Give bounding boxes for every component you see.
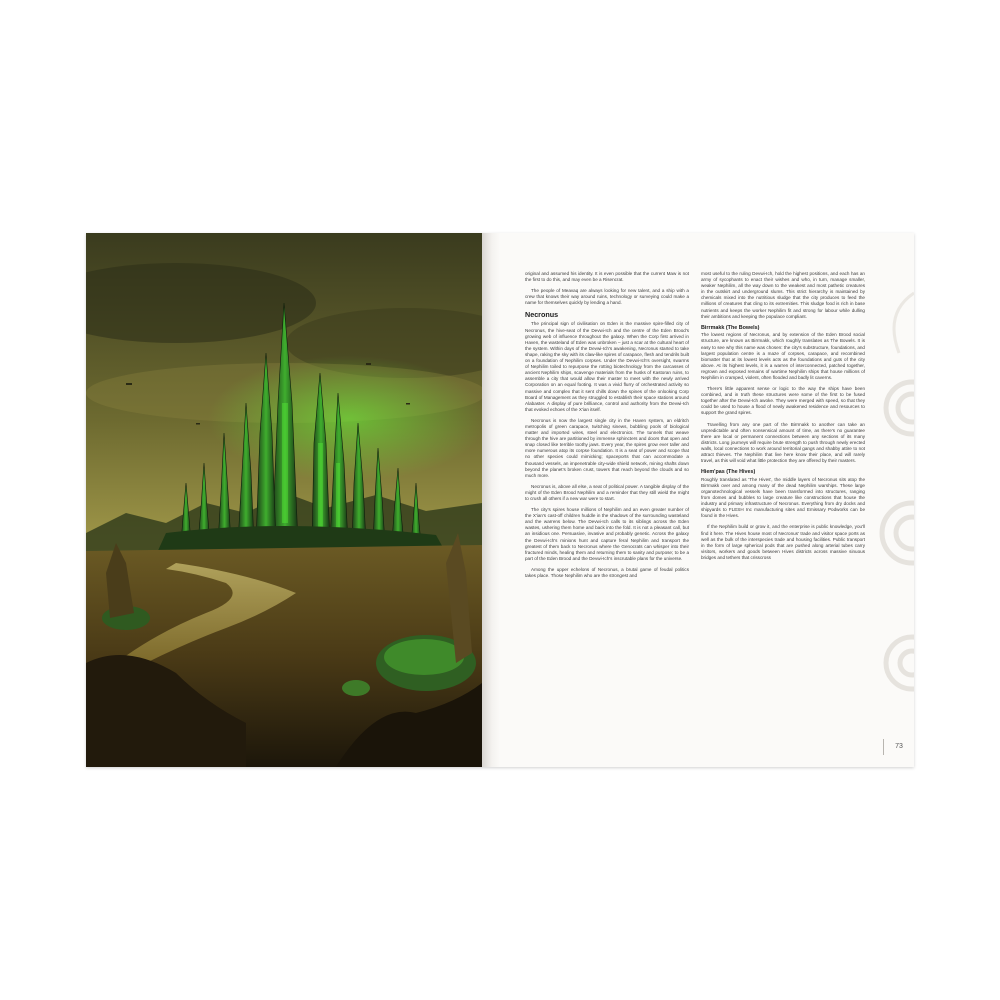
paragraph: Travelling from any one part of the Birrmakk to another can take an unpredictable and often nonsensical amount of time, as there's no guarantee there are local or permanent connections between any sections of its many districts. Long journeys will require brute strength to push through newly erected walls, local connections to work around territorial gangs and shabby attire to not attract thieves. The Nephilim that live here know their place, and will rarely travel, as this will void what little protection they are offered by their masters. <box>701 421 865 464</box>
page-number: 73 <box>883 739 914 755</box>
paragraph: Among the upper echelons of Necronus, a brutal game of feudal politics takes place. Those Nephilim who are the strongest and <box>525 566 689 579</box>
text-column-left <box>525 271 689 757</box>
paragraph: There's little apparent sense or logic to the way the ships have been combined, and in truth these structures were some of the first to be fused together after the Devwi-Ich awoke. They were merged with speed, so that they could be used to house a flood of newly awakened residence and resources to support the grand spires. <box>701 386 865 416</box>
paragraph: Necronus is now the largest single city in the Haven system, an eldritch metropolis of green carapace, twitching sinews, bubbling pools of biological matter and imported wires, steel and electronics. The tunnels that weave through the hive are partitioned by immense sphincters and doors that open and snap closed like terrible toothy jaws. Every year, the spires grow ever taller and more numerous atop its corpse foundation. It is a seat of power and scope that no other species could mimicking; spaceports that can accommodate a thousand vessels, an impenetrable city-wide shield network, mining shafts down beyond the planet's broken crust, towers that reach beyond the clouds and so much more. <box>525 417 689 478</box>
paragraph: The lowest regions of Necronus, and by extension of the Eden Brood social structure, are known as Birrmakk, which roughly translates as The Bowels. It is easy to see why this name was chosen: the city's substructure, foundations, and largest population centre is a maze of corpses, carapace, and recombined biomatter that at its lowest levels acts as the foundations and guts of the city above. At its highest levels, it is a warren of interconnected, patched together, regrown and exposed remains of wartime Nephilim ships that house millions of Nephilim in cramped, violent, often flooded and badly lit caverns. <box>701 332 865 380</box>
illustration-page <box>86 233 482 767</box>
text-columns <box>525 271 865 757</box>
text-column-right <box>701 271 865 757</box>
paragraph: The city's spires house millions of Nephilim and an even greater number of the X'ian's cast-off children huddle in the shadows of the surrounding wasteland and the warrens below. The Devwi-Ich calls to its siblings across the Eden wastes, ushering them home and back into the fold. It is not a pleasant call, but an insidious one. Persuasive, invasive and probably genetic. Across the galaxy the Devwi-Ich's minions hunt and capture feral Nephilim and transport the greatest of them back to Necronus where the Genocrats can whisper into their fractured minds, healing them and returning them to sanity and purpose; to be a part of the Eden Brood and the Devwi-Ich's inscrutable plans for the universe. <box>525 507 689 561</box>
book-spread <box>86 233 914 767</box>
section-heading: Necronus <box>525 310 559 320</box>
text-page <box>500 233 914 767</box>
paragraph: original and assumed his identity. It is even possible that the current Maw is not the first to do this, and may even be a Risencrat. <box>525 271 689 283</box>
paragraph: The people of Meavaq are always looking for new talent, and a ship with a crew that knows their way around ruins, technology or surveying could make a name for themselves quickly by lending a hand. <box>525 288 689 306</box>
book-gutter <box>482 233 500 767</box>
subsection-heading: Hiem'pas (The Hives) <box>701 469 756 476</box>
paragraph: Necronus is, above all else, a seat of political power. A tangible display of the might of the Eden Brood Nephilim and a reminder that they still wield the might to crush all others if a new war were to start. <box>525 483 689 501</box>
necronus-city-illustration <box>86 233 482 767</box>
paragraph: The principal sign of civilisation on Eden is the massive spire-filled city of Necronus, the hive-seat of the Devwi-Ich and the centre of the Eden Brood's growing web of influence throughout the galaxy. When the Corp first arrived in Haven, the wasteland of Eden was unbroken – just a scar at the cultural heart of the system. Within days of the Devwi-Ich's awakening, Necronus started to take shape, raking the sky with its claw-like spires of carapace, flesh and tendrils built on a foundation of Nephilim corpses. Under the Devwi-Ich's oversight, swarms of Nephilim toiled to repurpose the rotting biotechnology from the carcasses of ancient Nephilim ships, scavenge materials from the husks of Kastoran ruins, to assemble a city that would allow their master to meet with the newly arrived Corporation on an equal footing. It was a vivid flurry of orchestrated activity so massive and complex that it sent chills down the spines of the onlooking Corp Board of Management as they struggled to establish their space stations around Alabaster. A display of pure brilliance, control and authority from the Devwi-Ich that evoked echoes of the X'ian itself. <box>525 321 689 412</box>
paragraph: Roughly translated as 'The Hives', the middle layers of Necronus sits atop the Birrmakk over and among many of the dead Nephilim warships. These large organotechnological vessels have been transformed into structures, ranging from domes and bubbles to large creature like constructions that house the industry and primary infrastructure of Necronus. Everything from dry docks and shipyards to FLESH Inc manufacturing sites and Emissary Podworks can be found in the Hives. <box>701 476 865 519</box>
subsection-heading: Birrmakk (The Bowels) <box>701 324 760 331</box>
paragraph: most useful to the ruling Devwi-Ich, hold the highest positions, and each has an army of sycophants to enact their wishes and who, in turn, manage smaller, weaker Nephilim, all the way down to the weakest and most pathetic creatures in the outskirt and underground slums. This strict hierarchy is maintained by chemicals mixed into the nutritious sludge that the city produces to feed the millions of creatures that cling to its extremities. This sludge food is rich in base nutrients and keeps the worker Nephilim fit and strong for labour while dulling their ambitions and keeping the populace compliant. <box>701 271 865 319</box>
paragraph: If the Nephilim build or grow it, and the enterprise is public knowledge, you'll find it here. The Hives house most of Necronus' trade and visitor space ports as well as the bulk of the interspecies trade and housing facilities. Public transport in the form of large spherical pods that are pushed along arterial tubes carry visitors, workers and goods between Hives districts across massive sinuous bridges and tethers that crisscross <box>701 524 865 560</box>
